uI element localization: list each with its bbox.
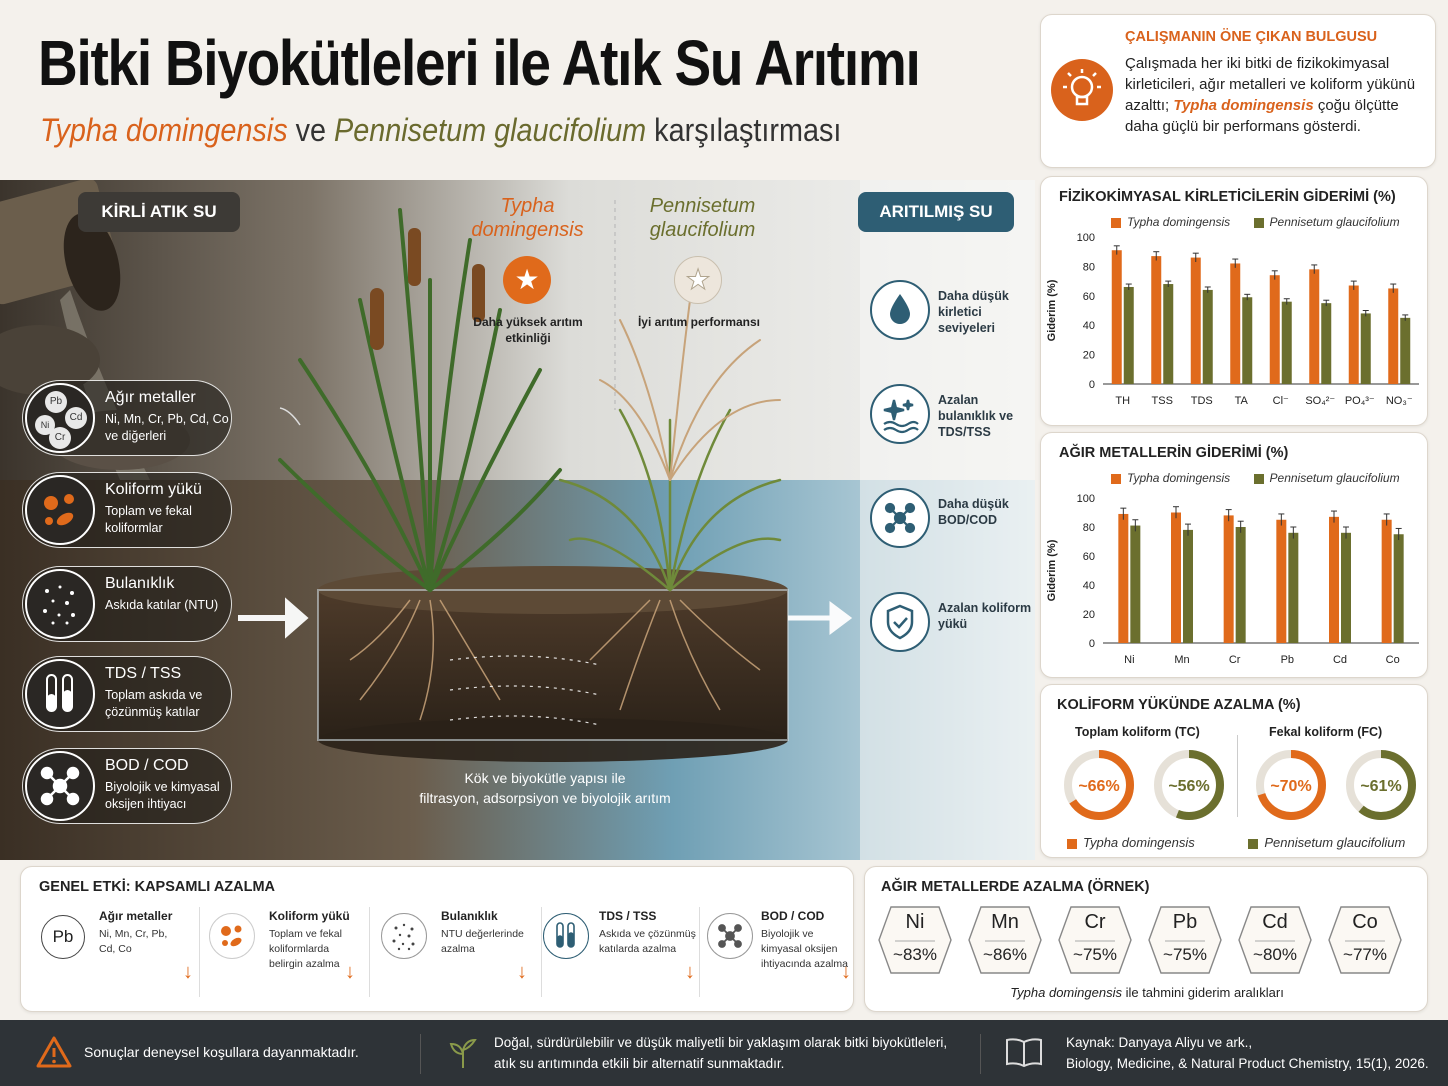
y-tick-label: 100 xyxy=(1076,232,1095,244)
pollutant-tds-tss xyxy=(22,656,232,732)
general-item-sub: Toplam ve fekal koliformlarda belirgin azalma xyxy=(269,928,342,970)
outcome-text: Azalan bulanıklık ve TDS/TSS xyxy=(938,393,1014,439)
highlight-text-a: Çalışmada her iki bitki de fizikokimyasal kirleticileri, ağır metalleri ve koliform yükünü azalttı; xyxy=(1125,55,1416,114)
metal-hex-pb xyxy=(1147,905,1223,975)
bar xyxy=(1130,526,1140,643)
highlight-title: ÇALIŞMANIN ÖNE ÇIKAN BULGUSU xyxy=(1125,29,1378,45)
coliform-card xyxy=(1040,684,1428,858)
legend-typha: Typha domingensis xyxy=(1127,215,1231,229)
penni-name-1: Pennisetum xyxy=(649,195,756,217)
ring-value-label: ~66% xyxy=(1078,778,1120,795)
general-item-heavy-metals xyxy=(41,903,191,1003)
chart-title: FİZİKOKİMYASAL KİRLETİCİLERİN GİDERİMİ (%) xyxy=(1059,189,1396,205)
outcome-bod-cod xyxy=(870,488,1040,548)
general-item-sub: Ni, Mn, Cr, Pb, Cd, Co xyxy=(99,928,168,955)
footer-source xyxy=(1066,1032,1429,1074)
bar xyxy=(1400,318,1410,384)
pennisetum-label xyxy=(630,194,775,242)
metals-caption xyxy=(865,985,1429,1000)
y-tick-label: 100 xyxy=(1076,493,1095,505)
pollutant-title: Bulanıklık xyxy=(105,575,175,592)
outcome-text: Daha düşük kirletici seviyeleri xyxy=(938,289,1009,335)
process-text-2: filtrasyon, adsorpsiyon ve biyolojik arıtım xyxy=(419,790,671,806)
bar xyxy=(1282,302,1292,384)
particles-icon xyxy=(25,569,95,639)
metal-symbol: Mn xyxy=(991,911,1019,933)
bar xyxy=(1349,286,1359,384)
bar xyxy=(1171,513,1181,644)
bar xyxy=(1203,290,1213,384)
metal-hex-mn xyxy=(967,905,1043,975)
chip-cd: Cd xyxy=(65,407,87,429)
y-tick-label: 80 xyxy=(1082,261,1095,274)
bar xyxy=(1394,534,1404,643)
bar xyxy=(1329,517,1339,643)
x-tick-label: Co xyxy=(1385,654,1400,666)
general-item-tds-tss xyxy=(543,903,696,1003)
x-tick-label: Cd xyxy=(1332,654,1348,666)
y-tick-label: 40 xyxy=(1082,320,1095,333)
footer-divider xyxy=(980,1034,981,1074)
outcome-text: Azalan koliform yükü xyxy=(938,601,1032,631)
bar xyxy=(1309,269,1319,384)
bar xyxy=(1236,527,1246,643)
physicochemical-bar-chart xyxy=(1041,227,1429,422)
lightbulb-icon xyxy=(1051,59,1113,121)
general-item-sub: Askıda ve çözünmüş katılarda azalma xyxy=(599,928,696,955)
metal-value: ~77% xyxy=(1343,945,1387,964)
pollutant-coliform xyxy=(22,472,232,548)
outcome-turbidity xyxy=(870,384,1040,444)
bar xyxy=(1124,287,1134,384)
chip-ni: Ni xyxy=(35,415,55,435)
outcome-text: Daha düşük BOD/COD xyxy=(938,497,1009,527)
bar xyxy=(1163,284,1173,384)
coliform-legend xyxy=(1067,835,1405,850)
pollutant-title: TDS / TSS xyxy=(105,665,182,682)
particles-icon xyxy=(381,913,427,959)
general-divider xyxy=(199,907,200,997)
pollutant-sub: Biyolojik ve kimyasal oksijen ihtiyacı xyxy=(105,780,220,811)
bar xyxy=(1361,313,1371,384)
general-item-sub: Biyolojik ve kimyasal oksijen ihtiyacında azalma xyxy=(761,928,848,970)
y-axis-label: Giderim (%) xyxy=(1046,279,1058,342)
metals-example-card xyxy=(864,866,1428,1012)
subtitle-rest: karşılaştırması xyxy=(654,112,842,148)
footer-divider xyxy=(420,1034,421,1074)
bar xyxy=(1382,520,1392,643)
process-text xyxy=(380,768,710,808)
test-tubes-icon xyxy=(543,913,589,959)
highlight-card xyxy=(1040,14,1436,168)
x-tick-label: Cr xyxy=(1228,654,1241,666)
legend-penni: Pennisetum glaucifolium xyxy=(1269,215,1400,229)
metal-hex-cd xyxy=(1237,905,1313,975)
general-divider xyxy=(369,907,370,997)
metal-symbol: Co xyxy=(1352,911,1378,933)
shield-check-icon xyxy=(870,592,930,652)
page-title: Bitki Biyokütleleri ile Atık Su Arıtımı xyxy=(38,27,920,99)
bar xyxy=(1183,530,1193,643)
highlight-text xyxy=(1125,53,1425,137)
typha-caption: Daha yüksek arıtım etkinliği xyxy=(473,315,583,345)
bar xyxy=(1112,250,1122,384)
down-arrow-icon: ↓ xyxy=(841,961,851,983)
pollutant-turbidity xyxy=(22,566,232,642)
pollutant-bod-cod xyxy=(22,748,232,824)
bar xyxy=(1288,533,1298,643)
heavy-metals-bar-chart xyxy=(1041,483,1429,675)
bar xyxy=(1224,515,1234,643)
subtitle-ve: ve xyxy=(295,112,327,148)
metal-value: ~75% xyxy=(1163,945,1207,964)
x-tick-label: PO₄³⁻ xyxy=(1344,395,1375,407)
ring-value-label: ~56% xyxy=(1168,778,1210,795)
x-tick-label: TA xyxy=(1234,395,1248,407)
pollutant-sub: Toplam askıda ve çözünmüş katılar xyxy=(105,688,203,719)
y-tick-label: 0 xyxy=(1088,638,1095,650)
y-tick-label: 80 xyxy=(1082,522,1095,534)
general-divider xyxy=(699,907,700,997)
molecule-icon xyxy=(707,913,753,959)
bar xyxy=(1191,258,1201,384)
outcome-pollutants xyxy=(870,280,1040,340)
bar xyxy=(1276,520,1286,643)
bar xyxy=(1151,256,1161,384)
legend-swatch-typha xyxy=(1067,839,1077,849)
chip-pb: Pb xyxy=(45,391,67,413)
highlight-text-b: çoğu ölçütte daha güçlü bir performans gösterdi. xyxy=(1125,97,1399,135)
legend-penni: Pennisetum glaucifolium xyxy=(1264,835,1406,850)
chart-heavy-metals-card xyxy=(1040,432,1428,678)
tc-label: Toplam koliform (TC) xyxy=(1075,725,1200,739)
legend-typha: Typha domingensis xyxy=(1083,835,1195,850)
ring-value-label: ~61% xyxy=(1360,778,1402,795)
footer-sustain xyxy=(494,1032,947,1074)
general-item-title: TDS / TSS xyxy=(599,909,657,923)
pennisetum-star-icon: ★ xyxy=(674,256,722,304)
metals-hex-row xyxy=(877,905,1417,975)
metal-hex-ni xyxy=(877,905,953,975)
metal-value: ~86% xyxy=(983,945,1027,964)
pollutant-title: BOD / COD xyxy=(105,757,189,774)
metal-value: ~83% xyxy=(893,945,937,964)
footer xyxy=(0,1020,1448,1086)
bacteria-icon xyxy=(25,475,95,545)
down-arrow-icon: ↓ xyxy=(517,961,527,983)
general-item-title: Bulanıklık xyxy=(441,909,498,923)
bacteria-icon xyxy=(209,913,255,959)
general-divider xyxy=(541,907,542,997)
pollutant-sub: Askıda katılar (NTU) xyxy=(105,598,219,612)
general-item-coliform xyxy=(209,903,359,1003)
bar xyxy=(1341,533,1351,643)
metal-symbol: Cd xyxy=(1262,911,1288,933)
footer-source-1: Kaynak: Danyaya Aliyu ve ark., xyxy=(1066,1035,1253,1050)
general-item-title: BOD / COD xyxy=(761,909,825,923)
y-tick-label: 40 xyxy=(1082,580,1095,592)
lead-icon: Pb xyxy=(41,915,85,959)
chip-cr: Cr xyxy=(49,427,71,449)
water-drop-icon xyxy=(870,280,930,340)
metals-caption-rest: ile tahmini giderim aralıkları xyxy=(1125,985,1284,1000)
seedling-icon xyxy=(446,1036,480,1075)
legend-typha: Typha domingensis xyxy=(1127,471,1231,485)
y-tick-label: 0 xyxy=(1088,379,1095,391)
x-tick-label: NO₃⁻ xyxy=(1385,395,1413,407)
general-title: GENEL ETKİ: KAPSAMLI AZALMA xyxy=(39,879,276,895)
x-tick-label: SO₄²⁻ xyxy=(1305,395,1336,407)
ring-value-label: ~70% xyxy=(1270,778,1312,795)
fc-label: Fekal koliform (FC) xyxy=(1269,725,1383,739)
page-subtitle xyxy=(40,112,841,149)
coliform-ring-chart xyxy=(1041,747,1429,827)
x-tick-label: Pb xyxy=(1280,654,1295,666)
bar xyxy=(1388,288,1398,384)
penni-name-2: glaucifolium xyxy=(649,219,756,241)
general-item-title: Koliform yükü xyxy=(269,909,350,923)
highlight-species: Typha domingensis xyxy=(1173,97,1314,114)
metals-example-title: AĞIR METALLERDE AZALMA (ÖRNEK) xyxy=(881,879,1150,895)
metal-symbol: Ni xyxy=(905,911,925,933)
heavy-metals-icon xyxy=(25,383,95,453)
x-tick-label: Cl⁻ xyxy=(1272,395,1289,407)
sparkle-water-icon xyxy=(870,384,930,444)
footer-sustain-2: atık su arıtımında etkili bir alternatif sunmaktadır. xyxy=(494,1056,785,1071)
pollutant-sub: Toplam ve fekal koliformlar xyxy=(105,504,192,535)
legend-swatch-penni xyxy=(1248,839,1258,849)
metal-hex-co xyxy=(1327,905,1403,975)
molecule-icon xyxy=(870,488,930,548)
pollutant-sub: Ni, Mn, Cr, Pb, Cd, Co ve diğerleri xyxy=(105,412,229,443)
dirty-water-tag: KİRLİ ATIK SU xyxy=(78,192,240,232)
x-tick-label: TH xyxy=(1115,395,1131,407)
book-icon xyxy=(1004,1036,1044,1073)
legend-penni: Pennisetum glaucifolium xyxy=(1269,471,1400,485)
metals-caption-species: Typha domingensis xyxy=(1010,985,1122,1000)
x-tick-label: TSS xyxy=(1151,395,1173,407)
outcome-coliform xyxy=(870,592,1040,652)
down-arrow-icon: ↓ xyxy=(685,961,695,983)
molecule-icon xyxy=(25,751,95,821)
bar xyxy=(1230,263,1240,384)
bar xyxy=(1118,514,1128,643)
metal-symbol: Pb xyxy=(1172,911,1198,933)
down-arrow-icon: ↓ xyxy=(345,961,355,983)
chart-title: AĞIR METALLERİN GİDERİMİ (%) xyxy=(1059,445,1289,461)
general-item-bod-cod xyxy=(707,903,855,1003)
bar xyxy=(1270,275,1280,384)
general-item-title: Ağır metaller xyxy=(99,909,173,923)
down-arrow-icon: ↓ xyxy=(183,961,193,983)
general-item-sub: NTU değerlerinde azalma xyxy=(441,928,524,955)
footer-warning-text: Sonuçlar deneysel koşullara dayanmaktadır. xyxy=(84,1044,359,1060)
bar xyxy=(1321,303,1331,384)
footer-source-2: Biology, Medicine, & Natural Product Chemistry, 15(1), 2026. xyxy=(1066,1056,1429,1071)
typha-label xyxy=(455,194,600,242)
general-item-turbidity xyxy=(381,903,531,1003)
y-tick-label: 60 xyxy=(1082,290,1095,303)
coliform-title: KOLİFORM YÜKÜNDE AZALMA (%) xyxy=(1057,697,1301,713)
y-tick-label: 20 xyxy=(1082,349,1095,362)
treated-water-tag: ARITILMIŞ SU xyxy=(858,192,1014,232)
x-tick-label: Mn xyxy=(1174,654,1190,666)
pollutant-title: Ağır metaller xyxy=(105,389,196,406)
process-text-1: Kök ve biyokütle yapısı ile xyxy=(464,770,626,786)
typha-name-2: domingensis xyxy=(471,219,584,241)
x-tick-label: TDS xyxy=(1190,395,1213,407)
typha-name-1: Typha xyxy=(500,195,555,217)
pollutant-title: Koliform yükü xyxy=(105,481,202,498)
metal-value: ~80% xyxy=(1253,945,1297,964)
pollutant-heavy-metals xyxy=(22,380,232,456)
test-tubes-icon xyxy=(25,659,95,729)
warning-icon xyxy=(36,1036,72,1073)
x-tick-label: Ni xyxy=(1124,654,1135,666)
pennisetum-caption: İyi arıtım performansı xyxy=(637,315,761,329)
metal-hex-cr xyxy=(1057,905,1133,975)
footer-sustain-1: Doğal, sürdürülebilir ve düşük maliyetli bir yaklaşım olarak bitki biyokütleleri, xyxy=(494,1035,948,1050)
general-effect-card xyxy=(20,866,854,1012)
chart-physicochemical-card xyxy=(1040,176,1428,426)
y-tick-label: 60 xyxy=(1082,551,1095,563)
y-axis-label: Giderim (%) xyxy=(1046,539,1058,602)
subtitle-pennisetum: Pennisetum glaucifolium xyxy=(334,112,647,148)
y-tick-label: 20 xyxy=(1082,609,1095,621)
typha-star-icon: ★ xyxy=(503,256,551,304)
metal-value: ~75% xyxy=(1073,945,1117,964)
subtitle-typha: Typha domingensis xyxy=(40,112,288,148)
metal-symbol: Cr xyxy=(1084,911,1106,933)
bar xyxy=(1242,297,1252,384)
